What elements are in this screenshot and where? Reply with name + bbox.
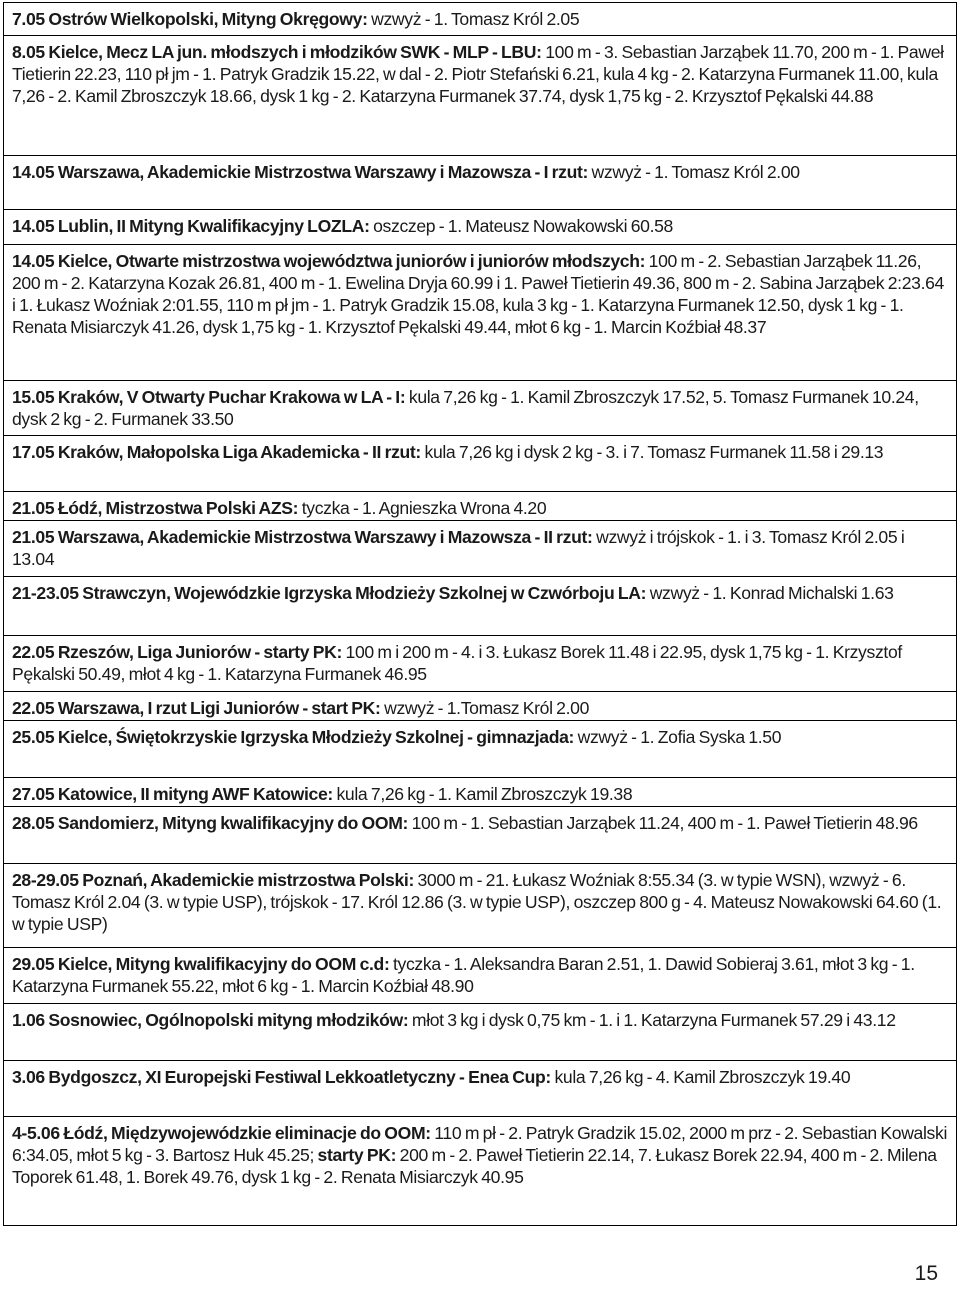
- page-number: 15: [914, 1262, 938, 1285]
- table-row: 22.05 Rzeszów, Liga Juniorów - starty PK: 100 m i 200 m - 4. i 3. Łukasz Borek 11.48 i 22.95, dysk 1,75 kg - 1. Krzysztof Pękalski 50.49, młot 4 kg - 1. Katarzyna Furmanek 46.95: [4, 636, 956, 692]
- table-row: 28-29.05 Poznań, Akademickie mistrzostwa Polski: 3000 m - 21. Łukasz Woźniak 8:55.34 (3. w typie WSN), wzwyż - 6. Tomasz Król 2.04 (3. w typie USP), trójskok - 17. Król 12.86 (3. w typie USP), oszczep 800 g - 4. Mateusz Nowakowski 64.60 (1. w typie USP): [4, 864, 956, 948]
- table-row: 21-23.05 Strawczyn, Wojewódzkie Igrzyska Młodzieży Szkolnej w Czwórboju LA: wzwyż - 1. Konrad Michalski 1.63: [4, 577, 956, 636]
- table-row: 3.06 Bydgoszcz, XI Europejski Festiwal Lekkoatletyczny - Enea Cup: kula 7,26 kg - 4. Kamil Zbroszczyk 19.40: [4, 1061, 956, 1117]
- table-row: 7.05 Ostrów Wielkopolski, Mityng Okręgowy: wzwyż - 1. Tomasz Król 2.05: [4, 3, 956, 36]
- table-row: 29.05 Kielce, Mityng kwalifikacyjny do OOM c.d: tyczka - 1. Aleksandra Baran 2.51, 1. Dawid Sobieraj 3.61, młot 3 kg - 1. Katarzyna Furmanek 55.22, młot 6 kg - 1. Marcin Koźbiał 48.90: [4, 948, 956, 1004]
- table-row: 1.06 Sosnowiec, Ogólnopolski mityng młodzików: młot 3 kg i dysk 0,75 km - 1. i 1. Katarzyna Furmanek 57.29 i 43.12: [4, 1004, 956, 1061]
- table-row: 27.05 Katowice, II mityng AWF Katowice: kula 7,26 kg - 1. Kamil Zbroszczyk 19.38: [4, 778, 956, 807]
- table-row: 17.05 Kraków, Małopolska Liga Akademicka - II rzut: kula 7,26 kg i dysk 2 kg - 3. i 7. Tomasz Furmanek 11.58 i 29.13: [4, 436, 956, 492]
- table-row: 8.05 Kielce, Mecz LA jun. młodszych i młodzików SWK - MLP - LBU: 100 m - 3. Sebastian Jarząbek 11.70, 200 m - 1. Paweł Tietierin 22.23, 110 pł jm - 1. Patryk Gradzik 15.22, w dal - 2. Piotr Stefański 6.21, kula 4 kg - 2. Katarzyna Furmanek 11.00, kula 7,26 - 2. Kamil Zbroszczyk 18.66, dysk 1 kg - 2. Katarzyna Furmanek 37.74, dysk 1,75 kg - 2. Krzysztof Pękalski 44.88: [4, 36, 956, 156]
- table-row: 15.05 Kraków, V Otwarty Puchar Krakowa w LA - I: kula 7,26 kg - 1. Kamil Zbroszczyk 17.52, 5. Tomasz Furmanek 10.24, dysk 2 kg - 2. Furmanek 33.50: [4, 381, 956, 436]
- table-row: 21.05 Łódź, Mistrzostwa Polski AZS: tyczka - 1. Agnieszka Wrona 4.20: [4, 492, 956, 521]
- table-row: 14.05 Lublin, II Mityng Kwalifikacyjny LOZLA: oszczep - 1. Mateusz Nowakowski 60.58: [4, 210, 956, 245]
- table-row: 22.05 Warszawa, I rzut Ligi Juniorów - start PK: wzwyż - 1.Tomasz Król 2.00: [4, 692, 956, 721]
- results-table: [3, 2, 957, 1226]
- table-row: 21.05 Warszawa, Akademickie Mistrzostwa Warszawy i Mazowsza - II rzut: wzwyż i trójskok - 1. i 3. Tomasz Król 2.05 i 13.04: [4, 521, 956, 577]
- table-row: 4-5.06 Łódź, Międzywojewódzkie eliminacje do OOM: 110 m pł - 2. Patryk Gradzik 15.02, 2000 m prz - 2. Sebastian Kowalski 6:34.05, młot 5 kg - 3. Bartosz Huk 45.25; starty PK: 200 m - 2. Paweł Tietierin 22.14, 7. Łukasz Borek 22.94, 400 m - 2. Milena Toporek 61.48, 1. Borek 49.76, dysk 1 kg - 2. Renata Misiarczyk 40.95: [4, 1117, 956, 1226]
- table-row: 28.05 Sandomierz, Mityng kwalifikacyjny do OOM: 100 m - 1. Sebastian Jarząbek 11.24, 400 m - 1. Paweł Tietierin 48.96: [4, 807, 956, 864]
- table-row: 25.05 Kielce, Świętokrzyskie Igrzyska Młodzieży Szkolnej - gimnazjada: wzwyż - 1. Zofia Syska 1.50: [4, 721, 956, 778]
- table-row: 14.05 Warszawa, Akademickie Mistrzostwa Warszawy i Mazowsza - I rzut: wzwyż - 1. Tomasz Król 2.00: [4, 156, 956, 210]
- table-row: 14.05 Kielce, Otwarte mistrzostwa województwa juniorów i juniorów młodszych: 100 m - 2. Sebastian Jarząbek 11.26, 200 m - 2. Katarzyna Kozak 26.81, 400 m - 1. Ewelina Dryja 60.99 i 1. Paweł Tietierin 49.36, 800 m - 2. Sabina Jarząbek 2:23.64 i 1. Łukasz Woźniak 2:01.55, 110 m pł jm - 1. Patryk Gradzik 15.08, kula 3 kg - 1. Katarzyna Furmanek 12.50, dysk 1 kg - 1. Renata Misiarczyk 41.26, dysk 1,75 kg - 1. Krzysztof Pękalski 49.44, młot 6 kg - 1. Marcin Koźbiał 48.37: [4, 245, 956, 381]
